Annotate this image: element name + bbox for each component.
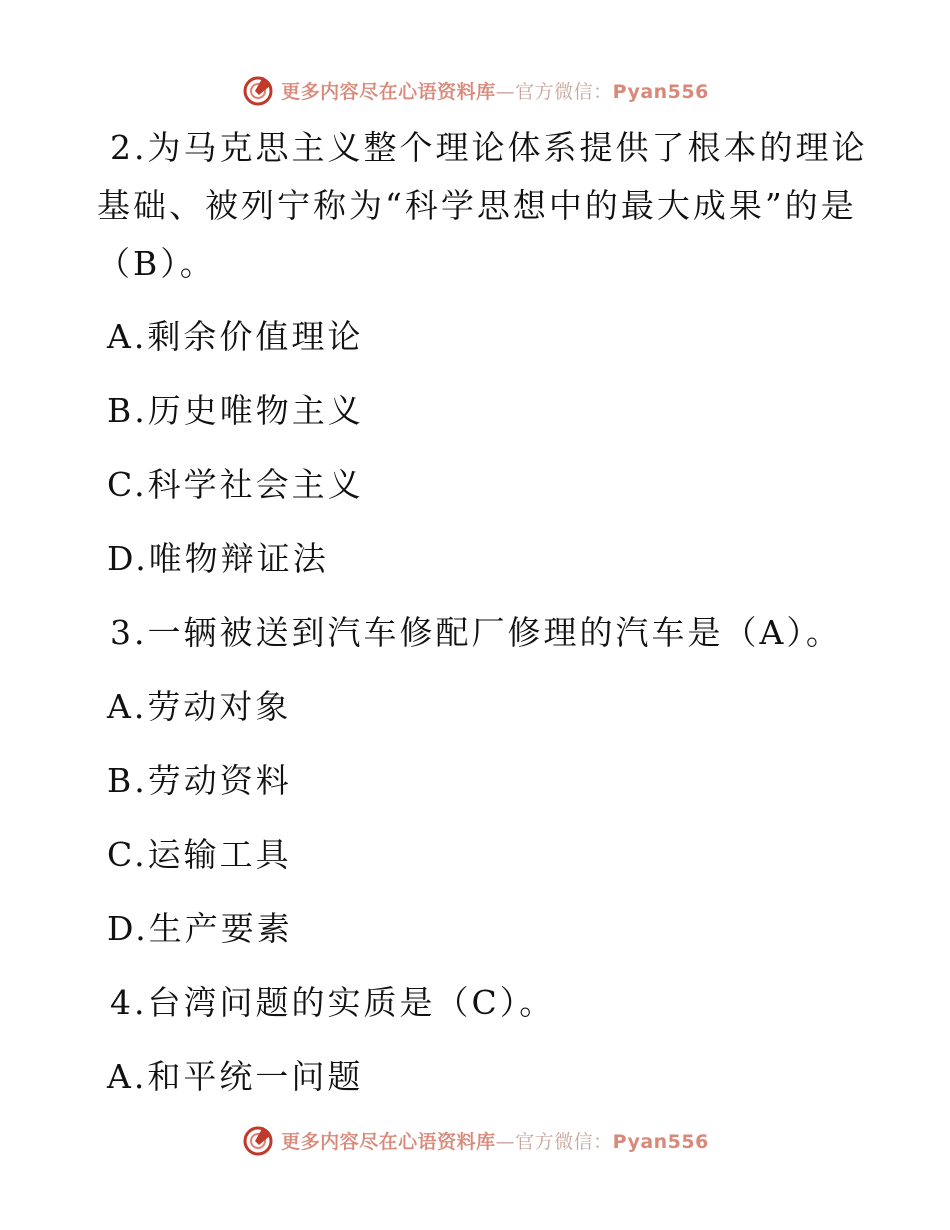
question-4-stem: 4.台湾问题的实质是（C）。: [110, 983, 556, 1022]
banner-text: [281, 1127, 709, 1154]
banner-text: [281, 77, 709, 104]
footer-banner: [0, 1120, 950, 1160]
question-2-stem-line-1: 2.为马克思主义整个理论体系提供了根本的理论: [110, 128, 868, 167]
question-3-option-d: D.生产要素: [107, 909, 293, 948]
question-2-option-d: D.唯物辩证法: [107, 539, 329, 578]
question-2-stem-line-2: 基础、被列宁称为“科学思想中的最大成果”的是: [97, 186, 857, 225]
banner-wechat-id: Pyan556: [612, 1130, 709, 1153]
banner-official-label: 官方微信：: [515, 80, 613, 103]
banner-dash: —: [495, 1130, 516, 1153]
question-3-option-b: B.劳动资料: [107, 761, 292, 800]
banner-main-text: 更多内容尽在心语资料库: [281, 80, 496, 103]
header-banner: [0, 70, 950, 110]
banner-wechat-id: Pyan556: [612, 80, 709, 103]
question-4-option-a: A.和平统一问题: [107, 1057, 364, 1096]
question-2-option-c: C.科学社会主义: [107, 465, 364, 504]
question-2-option-b: B.历史唯物主义: [107, 391, 364, 430]
banner-main-text: 更多内容尽在心语资料库: [281, 1130, 496, 1153]
question-3-option-a: A.劳动对象: [107, 687, 292, 726]
question-2-stem-line-3: （B）。: [97, 244, 216, 283]
banner-official-label: 官方微信：: [515, 1130, 613, 1153]
question-2-option-a: A.剩余价值理论: [107, 317, 364, 356]
question-3-stem: 3.一辆被送到汽车修配厂修理的汽车是（A）。: [110, 613, 842, 652]
question-3-option-c: C.运输工具: [107, 835, 292, 874]
banner-dash: —: [495, 80, 516, 103]
brand-logo-icon: [241, 1123, 275, 1157]
brand-logo-icon: [241, 73, 275, 107]
